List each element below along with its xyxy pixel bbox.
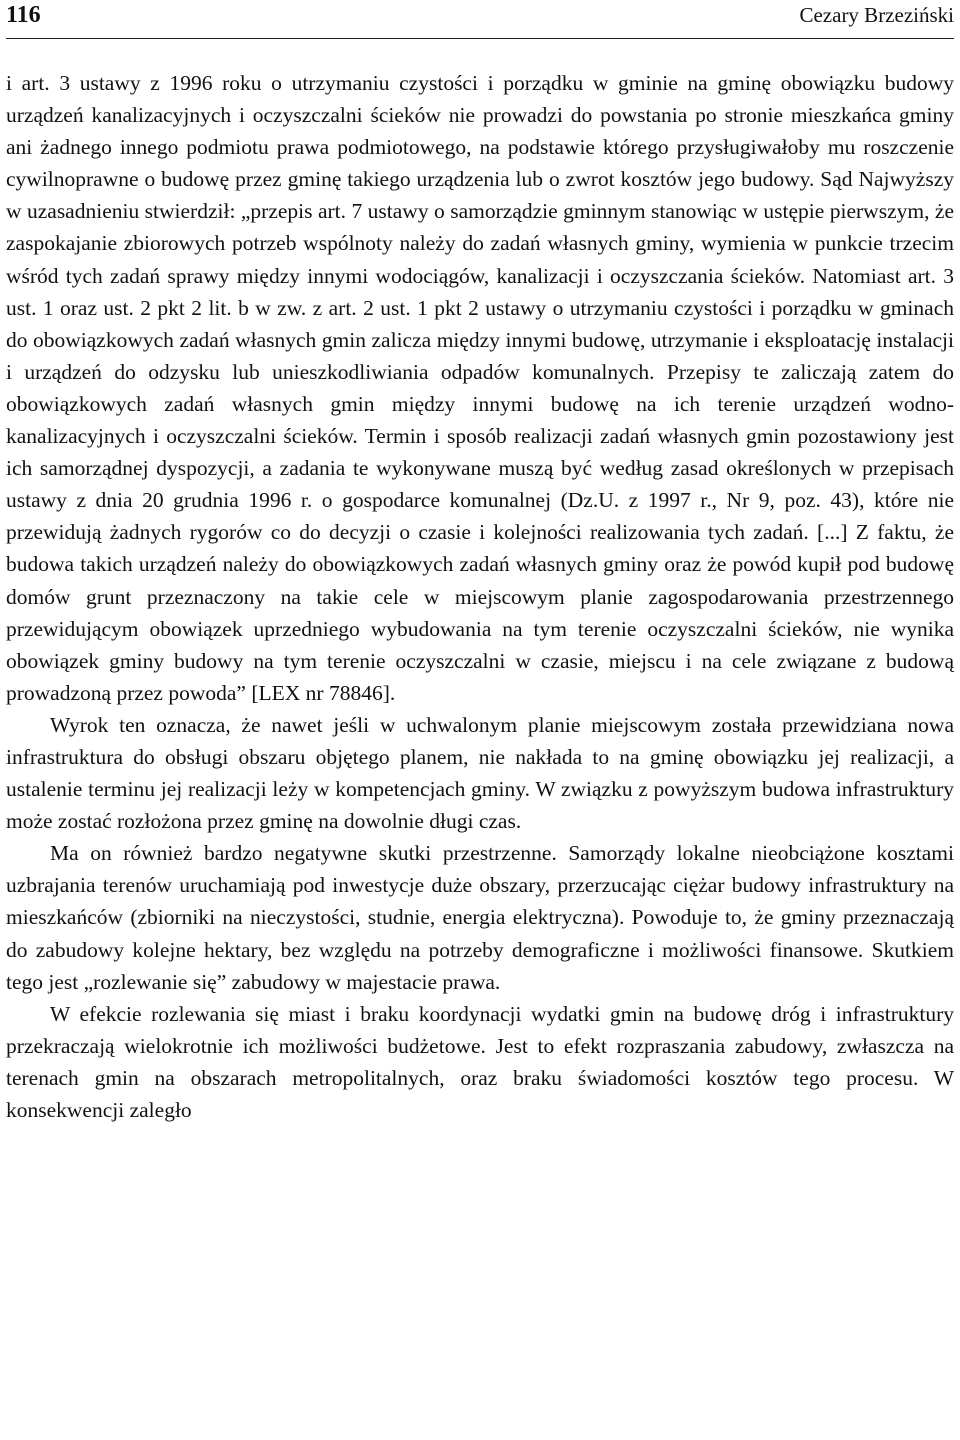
paragraph-continued: i art. 3 ustawy z 1996 roku o utrzymaniu czystości i porządku w gminie na gminę obowiązku budowy urządzeń kanalizacyjnych i oczyszczalni ścieków nie prowadzi do powstania po stronie mieszkańca gminy ani żadnego innego podmiotu prawa podmiotowego, na podstawie którego przysługiwałoby mu roszczenie cywilnoprawne o budowę przez gminę takiego urządzenia lub o zwrot kosztów jego budowy. Sąd Najwyższy w uzasadnieniu stwierdził: „przepis art. 7 ustawy o samorządzie gminnym stanowiąc w ustępie pierwszym, że zaspokajanie zbiorowych potrzeb wspólnoty należy do zadań własnych gminy, wymienia w punkcie trzecim wśród tych zadań sprawy między innymi wodociągów, kanalizacji i oczyszczania ścieków. Natomiast art. 3 ust. 1 oraz ust. 2 pkt 2 lit. b w zw. z art. 2 ust. 1 pkt 2 ustawy o utrzymaniu czystości i porządku w gminach do obowiązkowych zadań własnych gmin zalicza między innymi budowę, utrzymanie i eksploatację instalacji i urządzeń do odzysku lub unieszkodliwiania odpadów komunalnych. Przepisy te zaliczają zatem do obowiązkowych zadań własnych gmin między innymi budowę na ich terenie urządzeń wodno-kanalizacyjnych i oczyszczalni ścieków. Termin i sposób realizacji zadań własnych gmin pozostawiony jest ich samorządnej dyspozycji, a zadania te wykonywane muszą być według zasad określonych w przepisach ustawy z dnia 20 grudnia 1996 r. o gospodarce komunalnej (Dz.U. z 1997 r., Nr 9, poz. 43), które nie przewidują żadnych rygorów co do decyzji o czasie i kolejności realizowania tych zadań. [...] Z faktu, że budowa takich urządzeń należy do obowiązkowych zadań własnych gminy oraz że powód kupił pod budowę domów grunt przeznaczony na takie cele w miejscowym planie zagospodarowania przestrzennego przewidującym obowiązek uprzedniego wybudowania na tym terenie oczyszczalni ścieków, nie wynika obowiązek gminy budowy na tym terenie oczyszczalni w czasie, miejscu i na cele związane z budową prowadzoną przez powoda” [LEX nr 78846].	[6, 71, 954, 705]
paragraph: W efekcie rozlewania się miast i braku koordynacji wydatki gmin na budowę dróg i infrastruktury przekraczają wielokrotnie ich możliwości budżetowe. Jest to efekt rozpraszania zabudowy, zwłaszcza na terenach gmin na obszarach metropolitalnych, oraz braku świadomości kosztów tego procesu. W konsekwencji zaległo	[6, 1001, 954, 1122]
paragraph: Ma on również bardzo negatywne skutki przestrzenne. Samorządy lokalne nieobciążone kosztami uzbrajania terenów uruchamiają pod inwestycje duże obszary, przerzucając ciężar budowy infrastruktury na mieszkańców (zbiorniki na nieczystości, studnie, energia elektryczna). Powoduje to, że gminy przeznaczają do zabudowy kolejne hektary, bez względu na potrzeby demograficzne i możliwości finansowe. Skutkiem tego jest „rozlewanie się” zabudowy w majestacie prawa.	[6, 841, 954, 994]
page-number: 116	[6, 2, 41, 28]
body-text	[6, 67, 954, 1126]
page-header	[6, 0, 954, 39]
paragraph: Wyrok ten oznacza, że nawet jeśli w uchwalonym planie miejscowym została przewidziana nowa infrastruktura do obsługi obszaru objętego planem, nie nakłada to na gminę obowiązku jej realizacji, a ustalenie terminu jej realizacji leży w kompetencjach gminy. W związku z powyższym budowa infrastruktury może zostać rozłożona przez gminę na dowolnie długi czas.	[6, 712, 954, 834]
running-head-author: Cezary Brzeziński	[799, 3, 954, 27]
